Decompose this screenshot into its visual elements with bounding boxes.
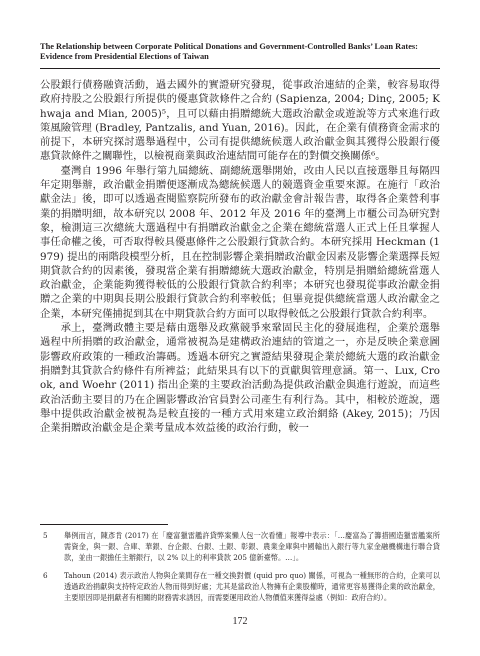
header-rule [40, 68, 440, 69]
page-number: 172 [232, 616, 248, 627]
footnote-number: 5 [43, 531, 48, 540]
header-title-line-1: The Relationship between Corporate Political Donations and Government-Controlled Banks’ Loan Rates: [40, 42, 418, 51]
footnote-text: 舉例而言，陳彥肯 (2017) 在「慶富獵雷艦許貸弊案懶人包一次看懂」報導中表示：「…慶富為了籌措國造獵雷艦案所需資金，與一銀、合庫、華銀、台企銀、台銀、土銀、彰銀、農業金庫與中國輸出入銀行等九家金融機構進行聯合貸款，並由一銀擔任主辦銀行，以 2% 以上的利率貸款 205 億新臺幣。…」。 [64, 531, 440, 562]
paragraph-2: 臺灣自 1996 年舉行第九屆總統、副總統選舉開始，改由人民以直接選舉且每隔四年定期舉辦，政治獻金捐贈便逐漸成為總統候選人的競選資金重要來源。在施行「政治獻金法」後，即可以透過查閱監察院所發布的政治獻金會計報告書，取得各企業營利事業的捐贈明細，故本研究以 2008 年、2012 年及 2016 年的臺灣上市櫃公司為研究對象，檢測這三次總統大選過程中有捐贈政治獻金之企業在總統當選人正式上任且掌握人事任命權之後，可否取得較具優惠條件之公股銀行貸款合約。本研究採用 Heckman (1979) 提出的兩階段模型分析，且在控制影響企業捐贈政治獻金因素及影響企業選擇長短期貸款合約的因素後，發現當企業有捐贈總統大選政治獻金，特別是捐贈給總統當選人政治獻金，企業能夠獲得較低的公股銀行貸款合約利率；本研究也發現從事政治獻金捐贈之企業的中期與長期公股銀行貸款合約利率較低；但畢竟提供總統當選人政治獻金之企業，本研究僅捕捉到其在中期貸款合約方面可以取得較低之公股銀行貸款合約利率。 [40, 164, 440, 320]
paragraph-3: 承上，臺灣政體主要是藉由選舉及政黨競爭來鞏固民主化的發展進程，企業於選舉過程中所捐贈的政治獻金，通常被視為是建構政治連結的管道之一，亦是反映企業意圖影響政府政策的一種政治籌碼。透過本研究之實證結果發現企業於總統大選的政治獻金捐贈對其貸款合約條件有所裨益；此結果具有以下的貢獻與管理意涵。第一、Lux, Crook, and Woehr (2011) 指出企業的主要政治活動為提供政治獻金與進行遊說，而這些政治活動主要目的乃在企圖影響政治官員對公司產生有利行為。其中，相較於遊說，選舉中提供政治獻金被視為是較直接的一種方式用來建立政治網絡 (Akey, 2015)；乃因企業捐贈政治獻金是企業考量成本效益後的政治行動，較一 [40, 322, 440, 435]
header-title-line-2: Evidence from Presidential Elections of Taiwan [40, 52, 209, 61]
footnote-5 [40, 530, 440, 563]
footnote-number: 6 [43, 571, 48, 580]
running-header [40, 42, 440, 62]
footnote-rule [40, 524, 168, 525]
footnote-text: Tahoun (2014) 表示政治人物與企業間存在一種交換對價 (quid pro quo) 關係，可視為一種無形的合約，企業可以透過政治捐獻與支持特定政治人物而得到好處；尤其是當政治人物擁有企業股權時，通常更容易獲得企業的政治獻金，主要原因即是捐獻者有相關的財務需求誘因，而需要運用政治人物價值來獲得益處（例如：政府合約）。 [64, 571, 440, 602]
footnote-6 [40, 570, 440, 603]
footnotes [40, 530, 440, 610]
paragraph-1: 公股銀行債務融資活動，過去國外的實證研究發現，從事政治連結的企業，較容易取得政府持股之公股銀行所提供的優惠貸款條件之合約 (Sapienza, 2004; Dinç, 2005; Khwaja and Mian, 2005)⁵，且可以藉由捐贈總統大選政治獻金或遊說等方式來進行政策風險管理 (Bradley, Pantzalis, and Yuan, 2016)。因此，在企業有債務資金需求的前提下，本研究探討選舉過程中，公司有提供總統候選人政治獻金與其獲得公股銀行優惠貸款條件之關聯性，以檢視商業與政治連結間可能存在的對價交換關係⁶。 [40, 79, 440, 163]
body-text [40, 78, 440, 435]
